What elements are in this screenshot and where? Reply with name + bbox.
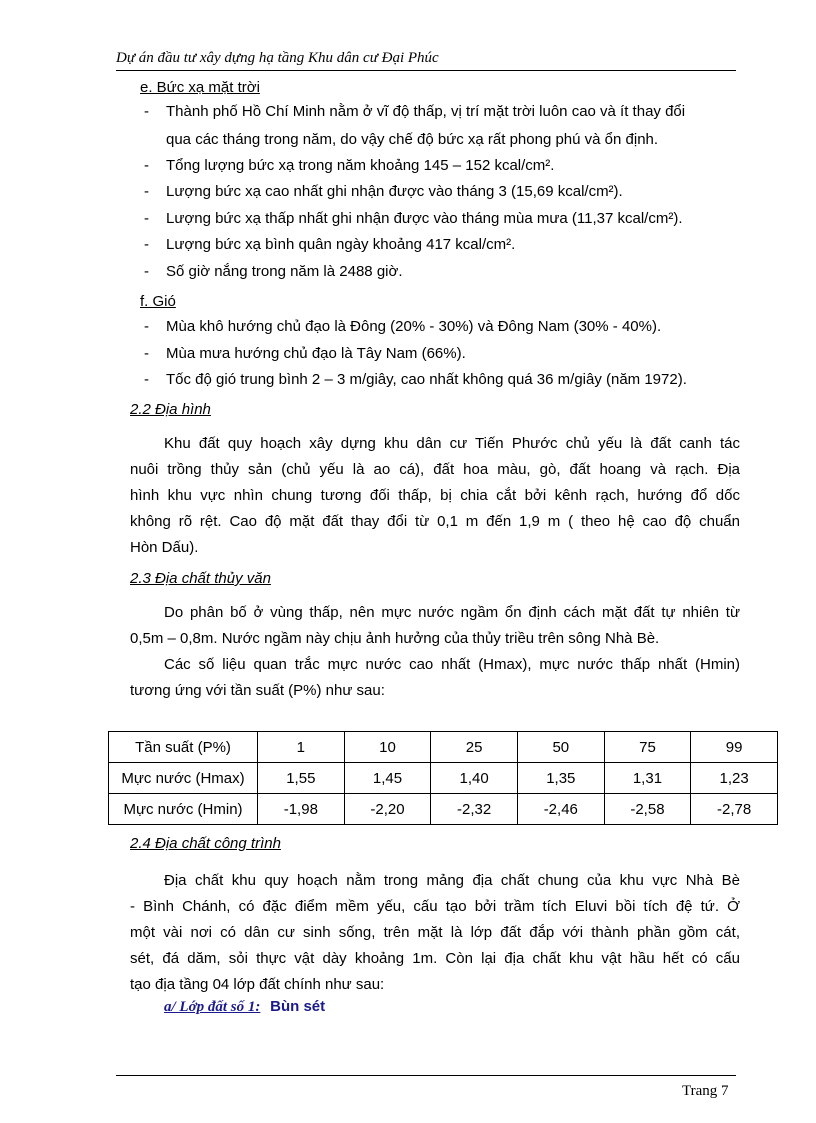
paragraph-terrain: Khu đất quy hoạch xây dựng khu dân cư Tiến Phước chủ yếu là đất canh tác nuôi trồng thủy sản (chủ yếu là ao cá), đất hoa màu, gò, đất hoang và rạch. Địa hình khu vực nhìn chung tương đối thấp, bị chia cắt bởi kênh rạch, hướng đổ dốc không rõ rệt. Cao độ mặt đất thay đổi từ 0,1 m đến 1,9 m ( theo hệ cao độ chuẩn Hòn Dấu). (130, 435, 740, 556)
table-row (109, 763, 778, 794)
table-cell: -2,20 (344, 794, 431, 825)
table-cell: -2,58 (604, 794, 691, 825)
table-header-row (109, 732, 778, 763)
bullet-dash: - (144, 103, 149, 120)
table-cell: -2,46 (517, 794, 604, 825)
table-cell: 1,31 (604, 763, 691, 794)
document-page: Dự án đầu tư xây dựng hạ tầng Khu dân cư Đại Phúc e. Bức xạ mặt trời - Thành phố Hồ Chí Minh nằm ở vĩ độ thấp, vị trí mặt trời luôn cao và ít thay đổi qua các tháng trong năm, do vậy chế độ bức xạ rất phong phú và ổn định. - Tổng lượng bức xạ trong năm khoảng 145 – 152 kcal/cm². - Lượng bức xạ cao nhất ghi nhận được vào tháng 3 (15,69 kcal/cm²). - Lượng bức xạ thấp nhất ghi nhận được vào tháng mùa mưa (11,37 kcal/cm²). - Lượng bức xạ bình quân ngày khoảng 417 kcal/cm². - Số giờ nắng trong năm là 2488 giờ. f. Gió - Mùa khô hướng chủ đạo là Đông (20% - 30%) và Đông Nam (30% - 40%). - Mùa mưa hướng chủ đạo là Tây Nam (66%). - Tốc độ gió trung bình 2 – 3 m/giây, cao nhất không quá 36 m/giây (năm 1972). 2.2 Địa hình Khu đất quy hoạch xây dựng khu dân cư Tiến Phước chủ yếu là đất canh tác nuôi trồng thủy sản (chủ yếu là ao cá), đất hoa màu, gò, đất hoang và rạch. Địa hình khu vực nhìn chung tương đối thấp, bị chia cắt bởi kênh rạch, hướng đổ dốc không rõ rệt. Cao độ mặt đất thay đổi từ 0,1 m đến 1,9 m ( theo hệ cao độ chuẩn Hòn Dấu). 2.3 Địa chất thủy văn Do phân bố ở vùng thấp, nên mực nước ngầm ổn định cách mặt đất tự nhiên từ 0,5m – 0,8m. Nước ngầm này chịu ảnh hưởng của thủy triều trên sông Nhà Bè. Các số liệu quan trắc mực nước cao nhất (Hmax), mực nước thấp nhất (Hmin) tương ứng với tần suất (P%) như sau: Tần suất (P%) 1 10 25 50 75 99 Mực nước (Hmax) 1,55 1,45 1,40 1,35 1,31 1,23 Mực nước (Hmin) -1,98 -2,20 -2,32 -2,46 -2,58 -2,78 2.4 Địa chất công trình Địa chất khu quy hoạch nằm trong mảng địa chất chung của khu vực Nhà Bè - Bình Chánh, có đặc điểm mềm yếu, cấu tạo bởi trầm tích Eluvi bồi tích đệ tứ. Ở một vài nơi có dân cư sinh sống, trên mặt là lớp đất đắp với thành phần gồm cát, sét, đá dăm, sỏi thực vật dày khoảng 1m. Còn lại địa chất khu vật hầu hết có cấu tạo địa tầng 04 lớp đất chính như sau: a/ Lớp đất số 1: Bùn sét Trang 7 (0, 0, 816, 1123)
table-cell: 1,40 (431, 763, 518, 794)
table-cell: 75 (604, 732, 691, 763)
running-header: Dự án đầu tư xây dựng hạ tầng Khu dân cư Đại Phúc (116, 50, 439, 66)
heading-engineering-geology: 2.4 Địa chất công trình (130, 835, 281, 852)
table-cell: -1,98 (258, 794, 345, 825)
bullet-dash: - (144, 157, 149, 174)
bullet-dash: - (144, 210, 149, 227)
bullet-dash: - (144, 183, 149, 200)
table-cell: 25 (431, 732, 518, 763)
table-cell: Mực nước (Hmax) (109, 763, 258, 794)
bullet-dash: - (144, 236, 149, 253)
heading-hydrogeology: 2.3 Địa chất thủy văn (130, 570, 271, 587)
bullet-dash: - (144, 318, 149, 335)
table-cell: -2,32 (431, 794, 518, 825)
heading-solar-radiation: e. Bức xạ mặt trời (140, 79, 260, 96)
soil-layer-heading (164, 996, 325, 1018)
footer-rule (116, 1075, 736, 1076)
table-cell: Tần suất (P%) (109, 732, 258, 763)
heading-terrain: 2.2 Địa hình (130, 401, 211, 418)
bullet-dash: - (144, 371, 149, 388)
heading-wind: f. Gió (140, 293, 176, 310)
table-cell: 1,45 (344, 763, 431, 794)
paragraph-hydrogeology: Do phân bố ở vùng thấp, nên mực nước ngầm ổn định cách mặt đất tự nhiên từ 0,5m – 0,8m. Nước ngầm này chịu ảnh hưởng của thủy triều trên sông Nhà Bè. Các số liệu quan trắc mực nước cao nhất (Hmax), mực nước thấp nhất (Hmin) tương ứng với tần suất (P%) như sau: (130, 604, 740, 699)
bullet-dash: - (144, 263, 149, 280)
table-cell: 99 (691, 732, 778, 763)
paragraph-engineering-geology: Địa chất khu quy hoạch nằm trong mảng địa chất chung của khu vực Nhà Bè - Bình Chánh, có đặc điểm mềm yếu, cấu tạo bởi trầm tích Eluvi bồi tích đệ tứ. Ở một vài nơi có dân cư sinh sống, trên mặt là lớp đất đắp với thành phần gồm cát, sét, đá dăm, sỏi thực vật dày khoảng 1m. Còn lại địa chất khu vật hầu hết có cấu tạo địa tầng 04 lớp đất chính như sau: (130, 872, 740, 993)
table-row (109, 794, 778, 825)
table-cell: 1,55 (258, 763, 345, 794)
table-cell: 10 (344, 732, 431, 763)
water-level-table (108, 731, 778, 825)
soil-layer-label: a/ Lớp đất số 1: (164, 999, 261, 1015)
table-cell: 1,23 (691, 763, 778, 794)
table-cell: -2,78 (691, 794, 778, 825)
table-cell: 1,35 (517, 763, 604, 794)
table-cell: 50 (517, 732, 604, 763)
table-cell: Mực nước (Hmin) (109, 794, 258, 825)
soil-layer-value: Bùn sét (270, 998, 326, 1015)
table-cell: 1 (258, 732, 345, 763)
bullet-dash: - (144, 345, 149, 362)
page-number: Trang 7 (682, 1083, 729, 1099)
header-rule (116, 70, 736, 71)
